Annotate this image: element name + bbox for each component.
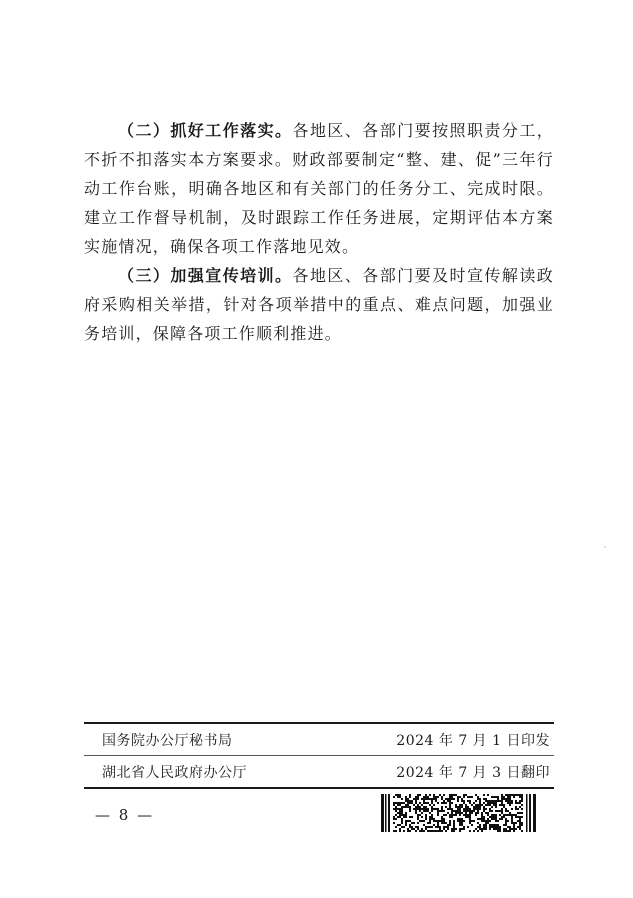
paragraph-heading: （三）加强宣传培训。 [118,266,293,285]
issue-date: 2024 年 7 月 1 日印发 [396,732,550,749]
paragraph-publicity-training [84,261,554,348]
paragraph-text: 各地区、各部门要按照职责分工，不折不扣落实本方案要求。财政部要制定“整、建、促”三年行动工作台账，明确各地区和有关部门的任务分工、完成时限。建立工作督导机制，及时跟踪工作任务进展，定期评估本方案实施情况，确保各项工作落地见效。 [84,121,554,256]
issuance-row [84,724,554,755]
bottom-rule [84,787,554,789]
paragraph-text: 各地区、各部门要及时宣传解读政府采购相关举措，针对各项举措中的重点、难点问题，加强业务培训，保障各项工作顺利推进。 [84,266,554,343]
page-number: — 8 — [95,806,155,824]
scan-speck [604,546,606,548]
paragraph-heading: （二）抓好工作落实。 [118,121,293,140]
issuance-row [84,756,554,787]
issuer-name: 国务院办公厅秘书局 [102,732,233,749]
paragraph-implementation [84,116,554,261]
qr-code-icon [381,794,537,832]
document-body [84,116,554,348]
issuer-name: 湖北省人民政府办公厅 [102,764,247,781]
issue-date: 2024 年 7 月 3 日翻印 [396,764,550,781]
issuance-record [84,722,554,789]
